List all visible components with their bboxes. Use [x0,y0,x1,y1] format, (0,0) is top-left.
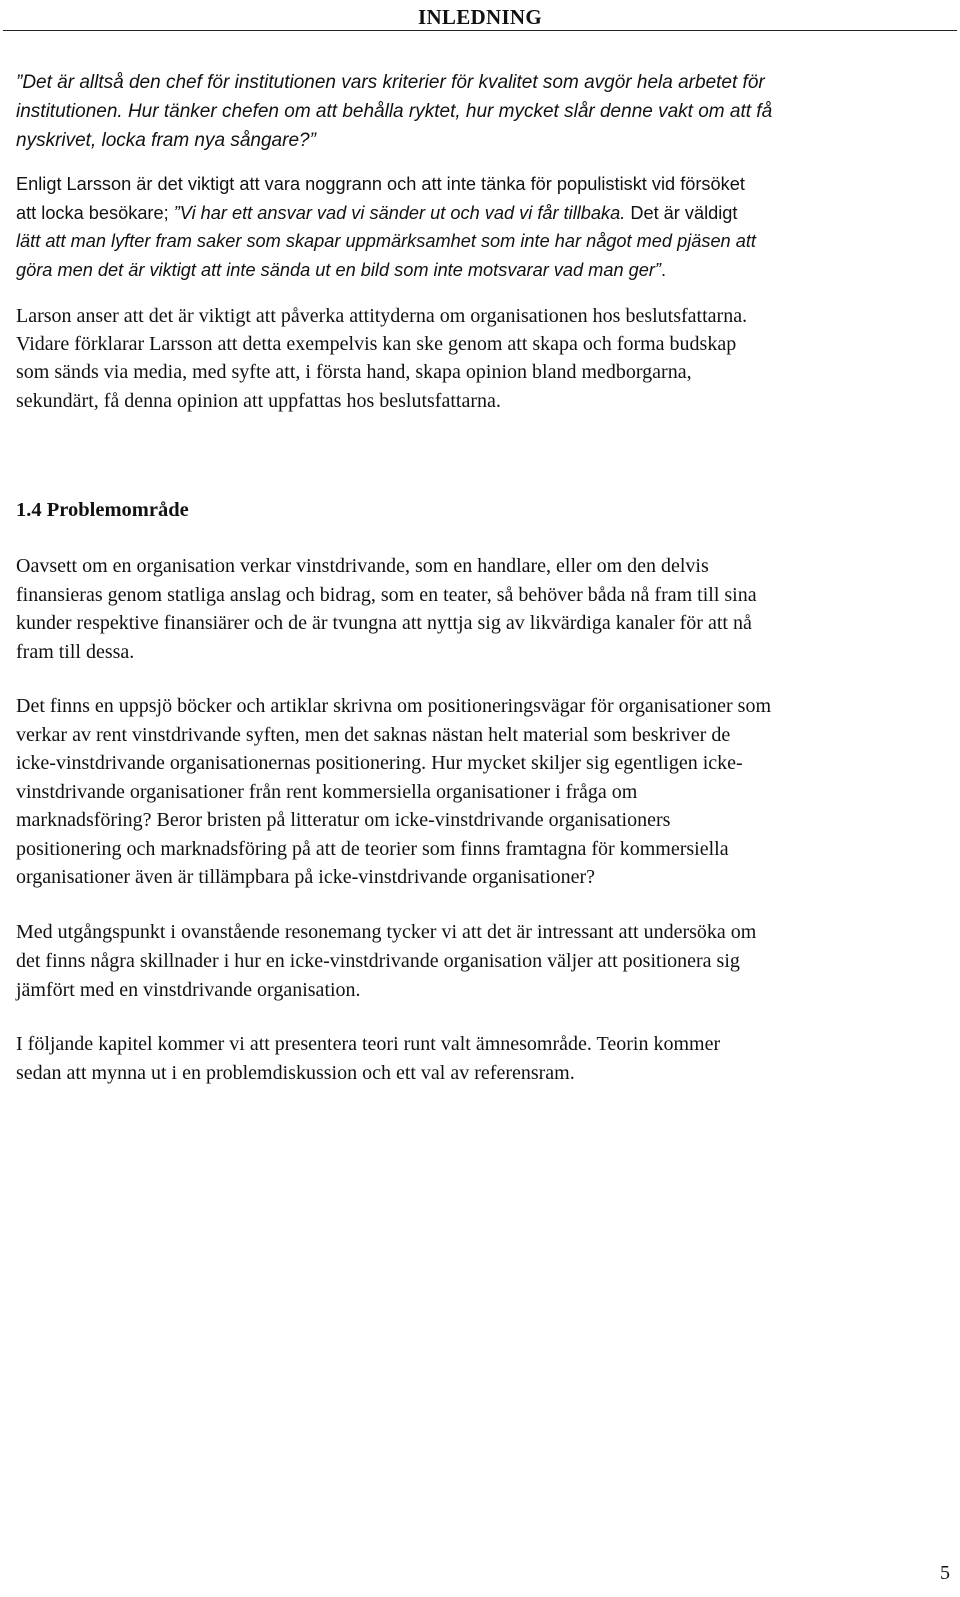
body-line: verkar av rent vinstdrivande syften, men det saknas nästan helt material som beskriver de [16,723,731,746]
larsson-line-text: att locka besökare; [16,202,174,223]
quote-line: institutionen. Hur tänker chefen om att behålla ryktet, hur mycket slår denne vakt om att få [16,101,773,122]
larsson-paragraph [16,170,756,284]
body-line: kunder respektive finansiärer och de är tvungna att nyttja sig av likvärdiga kanaler för att nå [16,612,752,635]
body-line: finansieras genom statliga anslag och bidrag, som en teater, så behöver båda nå fram till sina [16,583,757,606]
body-line: positionering och marknadsföring på att de teorier som finns framtagna för kommersiella [16,837,729,860]
larsson-quote-text: göra men det är viktigt att inte sända ut en bild som inte motsvarar vad man ger” [16,259,661,280]
larsson-line-text: Det är väldigt [625,202,738,223]
larsson-quote-text: ”Vi har ett ansvar vad vi sänder ut och vad vi får tillbaka. [173,202,626,223]
larsson-line [16,256,756,285]
quote-line: ”Det är alltså den chef för institutionen vars kriterier för kvalitet som avgör hela arbetet för [16,72,765,93]
body-line: jämfört med en vinstdrivande organisation. [16,979,361,1001]
page-number: 5 [940,1562,950,1584]
body-line: vinstdrivande organisationer från rent kommersiella organisationer i fråga om [16,780,638,803]
attitude-paragraph [16,302,747,415]
section-heading: 1.4 Problemområde [16,499,189,521]
body-line: Det finns en uppsjö böcker och artiklar skrivna om positioneringsvägar för organisationer som [16,695,772,717]
attitude-line: Vidare förklarar Larsson att detta exempelvis kan ske genom att skapa och forma budskap [16,333,737,356]
body-line: Med utgångspunkt i ovanstående resonemang tycker vi att det är intressant att undersöka om [16,921,757,943]
body-line: marknadsföring? Beror bristen på litteratur om icke-vinstdrivande organisationers [16,809,671,831]
body-line: icke-vinstdrivande organisationernas positionering. Hur mycket skiljer sig egentligen icke- [16,752,743,774]
body-paragraph [16,552,757,666]
attitude-line: sekundärt, få denna opinion att uppfattas hos beslutsfattarna. [16,389,501,412]
page-header-title: INLEDNING [417,5,543,29]
quote-paragraph [16,68,772,155]
body-line: I följande kapitel kommer vi att presentera teori runt valt ämnesområde. Teorin kommer [16,1033,721,1055]
body-line: det finns några skillnader i hur en icke-vinstdrivande organisation väljer att positionera sig [16,950,740,972]
body-paragraph [16,1030,720,1088]
body-line: sedan att mynna ut i en problemdiskussion och ett val av referensram. [16,1062,575,1084]
page-header [3,0,957,31]
body-paragraph [16,692,771,892]
attitude-line: som sänds via media, med syfte att, i första hand, skapa opinion bland medborgarna, [16,361,692,384]
body-paragraph [16,918,756,1005]
larsson-line-text: . [660,259,667,280]
larsson-line [16,199,756,228]
larsson-quote-line: lätt att man lyfter fram saker som skapar uppmärksamhet som inte har något med pjäsen att [16,231,756,252]
larsson-line: Enligt Larsson är det viktigt att vara noggrann och att inte tänka för populistiskt vid försöket [16,174,745,194]
attitude-line: Larson anser att det är viktigt att påverka attityderna om organisationen hos beslutsfattarna. [16,305,748,327]
body-line: Oavsett om en organisation verkar vinstdrivande, som en handlare, eller om den delvis [16,555,709,577]
quote-line: nyskrivet, locka fram nya sångare?” [16,130,316,151]
body-line: fram till dessa. [16,640,135,663]
body-line: organisationer även är tillämpbara på icke-vinstdrivande organisationer? [16,866,596,888]
